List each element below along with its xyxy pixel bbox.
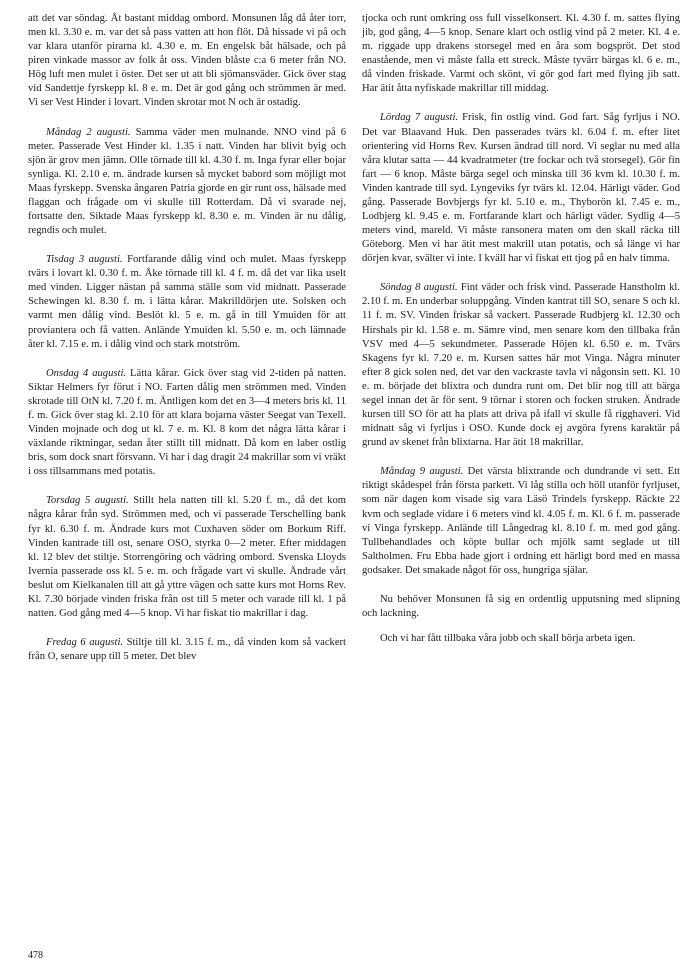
log-entry — [28, 367, 346, 480]
entry-date: Onsdag 4 augusti. — [46, 367, 127, 379]
entry-text: Lätta kårar. Gick över stag vid 2-tiden på natten. Siktar Helmers fyr förut i NO. Farten dålig men strömmen med. Vinden skrotade till OtN kl. 7.20 f. m. Äntligen kom det en 3—4 meters bris kl. 11 f. m. Gick över stag kl. 2.10 för att klara bojarna väster Seegat van Texell. Vinden mojnade och dog ut kl. 7 e. m. Kl. 8 kom det några lätta kårar i växlande riktningar, sedan åter stillt till midnatt. Då kom en laber ostlig bris, som dock snart försvann. Vi har i dag dragit 24 makrillar som vi vräkt i oss tillsammans med potatis. — [28, 367, 346, 478]
entry-text: Stiltje till kl. 3.15 f. m., då vinden kom så vackert från O, senare upp till 5 meter. Det blev — [28, 637, 346, 663]
log-entry — [28, 126, 346, 239]
entry-paragraph — [28, 494, 346, 621]
log-entry — [28, 253, 346, 352]
log-entry — [28, 494, 346, 621]
entry-date: Söndag 8 augusti. — [380, 282, 458, 294]
entry-date: Tisdag 3 augusti. — [46, 254, 123, 266]
log-entry — [362, 111, 680, 266]
entry-text: tjocka och runt omkring oss full visselkonsert. Kl. 4.30 f. m. sattes flying jib, god gång, 4—5 knop. Senare klart och ostlig vind på 2 meter. Kl. 4 e. m. riggade upp drakens storsegel med en åra som bogspröt. Det stod enastående, men vi måste falla ett streck. Måste tyvärr bärgas kl. 6 e. m., då vinden friskade. Varmt och skönt, vi gör god fart med flying jib satt. Har ätit åtta nyfiskade makrillar till middag. — [362, 13, 680, 95]
entry-text: Det värsta blixtrande och dundrande vi sett. Ett riktigt skådespel från första parkett. Vi låg stilla och höll utanför fyrljuset, som när dagen kom visade sig vara Läsö Trindels fyrskepp. Räckte 22 kvm och seglade vidare i 6 meters vind kl. 4.05 f. m. Kl. 6 f. m. passerade vi Vinga fyrskepp. Anlände till Långedrag kl. 8.10 f. m. med god gång. Tullbehandlades och köpte bullar och mjölk samt seglade ut till Saltholmen. Fru Ebba hade gjort i ordning ett härligt bord med en massa godsaker. Det smakade något för oss, hungriga själar. — [362, 466, 680, 576]
entry-date: Måndag 9 augusti. — [380, 466, 464, 478]
entry-text: att det var söndag. Åt bastant middag ombord. Monsunen låg då åter torr, men kl. 3.30 e. m. var det så pass vatten att hon flöt. Då hissade vi på och var klara utanför pirarna kl. 4.30 e. m. En engelsk båt hälsade, och på piren vinkade massor av folk åt oss. Vinden blåste c:a 6 meter från NO. Hög luft men mulet i öster. Det ser ut att bli sjömansväder. Gick över stag vid Sandettje fyrskepp kl. 8 e. m. Det är god gång och strömmen är med. Vi ser Vest Hinder i lovart. Vinden skrotar mot N och är ostadig. — [28, 13, 346, 109]
log-entry — [362, 465, 680, 578]
entry-paragraph — [362, 465, 680, 578]
closing-paragraph: Och vi har fått tillbaka våra jobb och skall börja arbeta igen. — [380, 633, 636, 645]
entry-text: Samma väder men mulnande. NNO vind på 6 meter. Passerade Vest Hinder kl. 1.35 i natt. Vinden har blivit byig och sjön är grov men jämn. Olle törnade till kl. 4.30 f. m. Inga fyrar eller bojar synliga. Kl. 2.10 e. m. ändrade kursen så mycket babord som möjligt mot Maas fyrskepp. Svenska ångaren Patria gjorde en gir runt oss, hälsade med flaggan och frågade om vi skulle till Rotterdam. Då vi svarade nej, fortsatte den. Siktade Maas fyrskepp kl. 8.30 e. m. Vinden är nu dålig, regndis och mulet. — [28, 126, 347, 237]
entry-paragraph — [28, 126, 346, 239]
log-entry — [362, 281, 680, 450]
left-column — [28, 12, 346, 679]
entry-paragraph — [28, 12, 346, 111]
entry-date: Lördag 7 augusti. — [380, 112, 459, 124]
page-number: 478 — [28, 950, 43, 961]
entry-paragraph — [28, 636, 346, 664]
entry-paragraph — [28, 367, 346, 480]
log-entry — [28, 636, 346, 664]
log-entry — [28, 12, 346, 111]
entry-text: Stillt hela natten till kl. 5.20 f. m., då det kom några kårar från syd. Strömmen med, och vi passerade Terschelling bank fyr kl. 6.30 f. m. Ändrade kurs mot Cuxhaven söder om Borkum Riff. Vinden kantrade till ost, senare OSO, styrka 0—2 meter. Efter middagen kl. 12 blev det stiltje. Storrengöring och vädring ombord. Svenska Lloyds Ivernia passerade oss kl. 5 e. m. och frågade vart vi skulle. Ändrade vårt beslut om Kielkanalen till att gå yttre vägen och satte kurs mot Horns Rev. Kl. 7.30 började vinden friska från ost till 5 meter och varade till kl. 1 på natten. God gång med 4—5 knop. Vi har fiskat tio makrillar i dag. — [28, 495, 346, 619]
entry-date: Måndag 2 augusti. — [46, 126, 131, 138]
entry-paragraph — [362, 281, 680, 450]
entry-text: Fortfarande dålig vind och mulet. Maas fyrskepp tvärs i lovart kl. 0.30 f. m. Åke törnade till kl. 4 f. m. då det var lika uselt med vinden. Ligger nästan på samma ställe som vid midnatt. Passerade Schewingen kl. 8.30 f. m. i lätta kårar. Makrilldörjen ute. Solsken och varmt men dålig vind. Beslöt kl. 5 e. m. gå in till Ymuiden för att proviantera och få vatten. Anlände Ymuiden kl. 5.50 e. m. och lämnade åter kl. 7.15 e. m. i dålig vind och stark motström. — [28, 254, 347, 350]
log-entry — [362, 12, 680, 96]
entry-date: Torsdag 5 augusti. — [46, 495, 129, 507]
entry-date: Fredag 6 augusti. — [46, 637, 124, 649]
entry-paragraph — [28, 253, 346, 352]
entry-text: Frisk, fin ostlig vind. God fart. Såg fyrljus i NO. Det var Blaavand Huk. Den passerades tvärs kl. 6.04 f. m. efter litet orientering vid Horns Rev. Kursen ändrad till nord. Vi seglar nu med alla våra klutar satta — 44 kvadratmeter (tre fockar och två storsegel). Gör fin fart — 6 knop. Måste bärga segel och minska till 36 kvm kl. 10.30 f. m. Vinden kantrade till syd. Lyngeviks fyr tvärs kl. 12.04. Härligt väder. God gång. Passerade Bovbjergs fyr kl. 5.10 e. m., Thyborön kl. 7.45 e. m., Lodbjerg kl. 9.45 e. m. Fortfarande klart och härligt väder. Sydlig 4—5 meters vind, mareld. Vi måste ransonera maten om den skall räcka till Göteborg. Men vi har ätit mest makrill utan potatis, och så länge vi har dörjen kvar, svälter vi inte. I kväll har vi fiskat ett tjog på en halv timma. — [362, 112, 681, 265]
entry-paragraph — [362, 12, 680, 96]
right-column — [362, 12, 680, 657]
entry-text: Fint väder och frisk vind. Passerade Hanstholm kl. 2.10 f. m. En underbar soluppgång. Vinden kantrat till SO, senare S och kl. 11 f. m. SV. Vinden friskar så vackert. Passerade Rudbjerg kl. 12.30 och Hirshals pir kl. 1.58 e. m. Sämre vind, men senare kom den tillbaka från VSV med 4—5 sekundmeter. Passerade Höjen kl. 6.50 e. m. Tvärs Skagens fyr kl. 7.20 e. m. Kursen sattes här mot Vinga. Några minuter efter 8 gick solen ned, det var den vackraste tavla vi någonsin sett. Kl. 10 e. m. började det blixtra och dundra runt om. Det blir nog till att bärga segel innan det är för sent. 9 törnar i storen och focken struken. Ändrade kursen till SO för att ha plats att driva på ifall vi skulle få rigghaveri. Vid midnatt såg vi fyrljus i OSO. Kunde dock ej avgöra fyrens karaktär på grund av skenet från blixtarna. Har ätit 18 makrillar. — [362, 282, 680, 449]
entry-paragraph — [362, 111, 680, 266]
closing-paragraph: Nu behöver Monsunen få sig en ordentlig upputsning med slipning och lackning. — [362, 593, 680, 619]
